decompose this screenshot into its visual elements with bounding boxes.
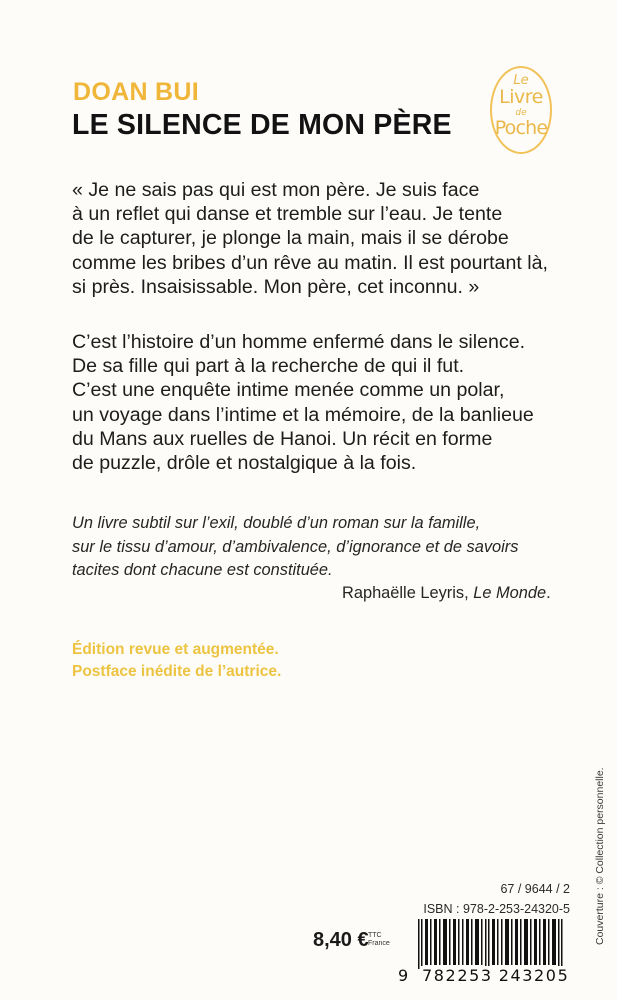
summary-line: de puzzle, drôle et nostalgique à la fois.: [72, 452, 417, 475]
quote-line: à un reflet qui danse et tremble sur l’eau. Je tente: [72, 203, 503, 226]
review-line: Un livre subtil sur l’exil, doublé d’un roman sur la famille,: [72, 514, 481, 532]
opening-quote: [72, 178, 548, 299]
quote-line: « Je ne sais pas qui est mon père. Je suis face: [72, 179, 480, 201]
quote-line: de le capturer, je plonge la main, mais il se dérobe: [72, 227, 509, 250]
edition-line: Postface inédite de l’autrice.: [72, 663, 282, 680]
press-review: [72, 512, 518, 583]
price-note: [368, 932, 390, 947]
summary-line: du Mans aux ruelles de Hanoi. Un récit en forme: [72, 427, 493, 450]
summary-line: un voyage dans l’intime et la mémoire, de la banlieue: [72, 403, 534, 426]
review-end: .: [546, 584, 551, 602]
review-attribution: [342, 582, 551, 606]
summary-line: C’est une enquête intime menée comme un polar,: [72, 379, 505, 402]
cover-credit: Couverture : © Collection personnelle.: [594, 767, 606, 945]
barcode-first-digit: 9: [398, 966, 409, 985]
quote-line: si près. Insaisissable. Mon père, cet inconnu. »: [72, 275, 480, 298]
review-line: sur le tissu d’amour, d’ambivalence, d’ignorance et de savoirs: [72, 537, 519, 556]
catalog-number: 67 / 9644 / 2: [500, 882, 570, 896]
review-line: tacites dont chacune est constituée.: [72, 561, 333, 579]
edition-note: [72, 639, 281, 683]
barcode-group-1: 782253: [422, 966, 493, 985]
barcode-digits: [421, 966, 570, 985]
barcode-icon: [418, 919, 566, 969]
logo-text-le: Le: [513, 73, 529, 88]
review-publication: Le Monde: [473, 584, 547, 602]
price-note-country: France: [368, 939, 390, 947]
book-title: LE SILENCE DE MON PÈRE: [72, 109, 452, 141]
summary-line: De sa fille qui part à la recherche de qui il fut.: [72, 355, 465, 378]
logo-text-de: de: [515, 108, 527, 118]
logo-text-livre: Livre: [499, 86, 543, 108]
livre-de-poche-logo-icon: [490, 66, 552, 154]
review-author: Raphaëlle Leyris,: [342, 584, 474, 602]
logo-text-poche: Poche: [494, 117, 548, 139]
quote-line: comme les bribes d’un rêve au matin. Il est pourtant là,: [72, 251, 548, 274]
edition-line: Édition revue et augmentée.: [72, 641, 279, 658]
summary-line: C’est l’histoire d’un homme enfermé dans le silence.: [72, 331, 526, 353]
price: 8,40 €: [313, 929, 369, 951]
isbn: ISBN : 978-2-253-24320-5: [423, 902, 570, 916]
barcode-group-2: 243205: [498, 966, 570, 985]
price-note-ttc: TTC: [368, 932, 382, 939]
book-summary: [72, 330, 534, 475]
book-author: DOAN BUI: [73, 78, 200, 106]
